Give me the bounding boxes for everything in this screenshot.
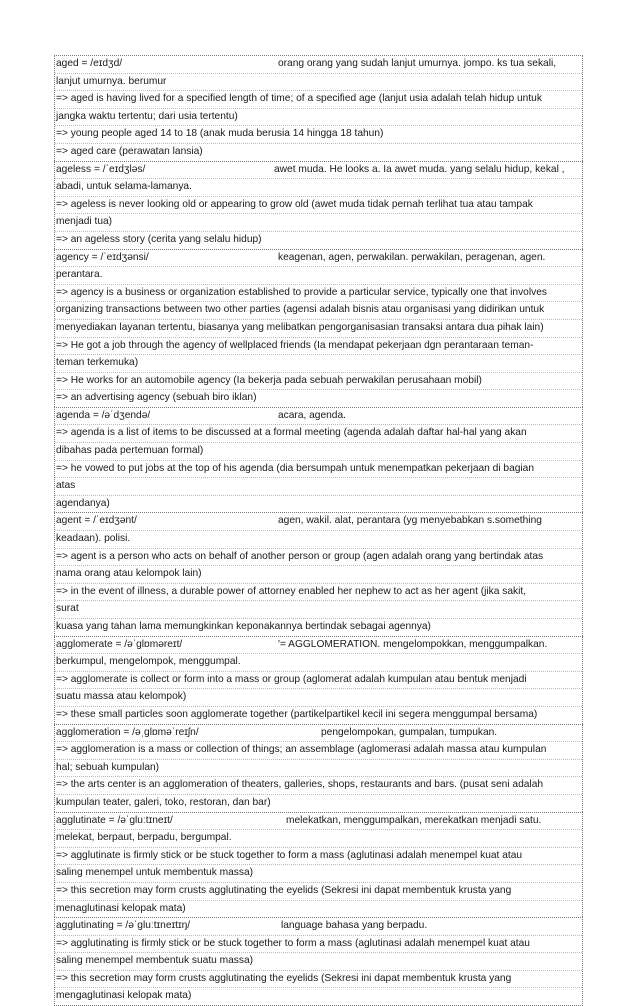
entry-text-line: hal; sebuah kumpulan) bbox=[55, 760, 582, 778]
dictionary-entry bbox=[54, 636, 583, 724]
entry-headword-line bbox=[55, 56, 582, 74]
entry-term: aged = /eɪdʒd/ bbox=[56, 58, 123, 69]
entry-text-line: perantara. bbox=[55, 267, 582, 285]
entry-text-line: => agglomerate is collect or form into a mass or group (aglomerat adalah kumpulan atau bentuk menjadi bbox=[55, 672, 582, 690]
entry-meaning: melekatkan, menggumpalkan, merekatkan menjadi satu. bbox=[286, 814, 542, 826]
entry-text-line: => in the event of illness, a durable power of attorney enabled her nephew to act as her agent (jika sakit, bbox=[55, 584, 582, 602]
entry-text-line: => agglomeration is a mass or collection of things; an assemblage (aglomerasi adalah massa atau kumpulan bbox=[55, 742, 582, 760]
entry-text-line: suatu massa atau kelompok) bbox=[55, 689, 582, 707]
entry-text-line: lanjut umurnya. berumur bbox=[55, 74, 582, 92]
entry-term: agent = /ˈeɪdʒənt/ bbox=[56, 515, 137, 527]
entry-meaning: orang orang yang sudah lanjut umurnya. jompo. ks tua sekali, bbox=[278, 58, 557, 69]
entry-text-line: => the arts center is an agglomeration of theaters, galleries, shops, restaurants and bars. (pusat seni adalah bbox=[55, 777, 582, 795]
entry-text-line: => He got a job through the agency of wellplaced friends (Ia mendapat pekerjaan dgn perantaraan teman- bbox=[55, 338, 582, 356]
entry-text-line: kumpulan teater, galeri, toko, restoran, dan bar) bbox=[56, 796, 271, 808]
entry-text-line: => aged is having lived for a specified length of time; of a specified age (lanjut usia adalah telah hidup untuk bbox=[55, 91, 582, 109]
entry-headword-line bbox=[55, 813, 582, 831]
entry-text-line: jangka waktu tertentu; dari usia tertentu) bbox=[55, 109, 582, 127]
entry-text-line: menaglutinasi kelopak mata) bbox=[56, 902, 186, 914]
entry-text-line: agendanya) bbox=[56, 497, 110, 509]
entry-text-line: melekat, berpaut, berpadu, bergumpal. bbox=[55, 830, 582, 848]
dictionary-entry bbox=[54, 161, 583, 249]
entry-meaning: keagenan, agen, perwakilan. perwakilan, peragenan, agen. bbox=[278, 251, 546, 263]
entry-text-line: => these small particles soon agglomerate together (partikelpartikel kecil ini segera menggumpal bersama) bbox=[56, 708, 538, 720]
entry-text-line: surat bbox=[55, 601, 582, 619]
entry-text-line: organizing transactions between two other parties (agensi adalah bisnis atau organisasi yang didirikan untuk bbox=[55, 302, 582, 320]
entry-term: agenda = /əˈdʒendə/ bbox=[56, 409, 151, 421]
entry-text-line: berkumpul, mengelompok, menggumpal. bbox=[55, 654, 582, 672]
entry-headword-line bbox=[55, 637, 582, 655]
entry-text-line: kuasa yang tahan lama memungkinkan keponakannya bertindak sebagai agennya) bbox=[56, 621, 431, 632]
dictionary-document bbox=[54, 55, 583, 1006]
dictionary-entry bbox=[54, 812, 583, 918]
dictionary-entry bbox=[54, 724, 583, 812]
entry-text-line: saling menempel untuk membentuk massa) bbox=[55, 865, 582, 883]
entry-text-line: => aged care (perawatan lansia) bbox=[56, 145, 203, 157]
entry-text-line: => agent is a person who acts on behalf of another person or group (agen adalah orang yang bertindak atas bbox=[55, 549, 582, 567]
dictionary-entry bbox=[54, 917, 583, 1006]
entry-meaning: pengelompokan, gumpalan, tumpukan. bbox=[321, 726, 498, 738]
entry-headword-line bbox=[55, 513, 582, 531]
entry-meaning: agen, wakil. alat, perantara (yg menyebabkan s.something bbox=[278, 515, 542, 527]
entry-headword-line bbox=[55, 918, 582, 936]
entry-text-line: => agency is a business or organization established to provide a particular service, typically one that involves bbox=[55, 285, 582, 303]
entry-text-line: => an advertising agency (sebuah biro iklan) bbox=[56, 392, 257, 404]
entry-text-line: => this secretion may form crusts agglutinating the eyelids (Sekresi ini dapat membentuk krusta yang bbox=[55, 883, 582, 901]
entry-term: agency = /ˈeɪdʒənsi/ bbox=[56, 251, 149, 263]
entry-meaning: acara, agenda. bbox=[278, 409, 346, 421]
entry-text-line: => this secretion may form crusts agglutinating the eyelids (Sekresi ini dapat membentuk krusta yang bbox=[55, 971, 582, 989]
entry-term: ageless = /ˈeɪdʒləs/ bbox=[56, 163, 146, 175]
entry-meaning: awet muda. He looks a. Ia awet muda. yang selalu hidup, kekal , bbox=[274, 163, 565, 175]
dictionary-entry bbox=[54, 512, 583, 635]
entry-text-line: saling menempel membentuk suatu massa) bbox=[55, 953, 582, 971]
entry-text-line: mengaglutinasi kelopak mata) bbox=[56, 990, 192, 1002]
entry-text-line: menjadi tua) bbox=[55, 214, 582, 232]
entry-text-line: keadaan). polisi. bbox=[55, 531, 582, 549]
entry-headword-line bbox=[55, 408, 582, 426]
entry-term: agglutinating = /əˈɡluːtɪneɪtɪŋ/ bbox=[56, 920, 191, 932]
entry-text-line: dibahas pada pertemuan formal) bbox=[55, 443, 582, 461]
dictionary-entry bbox=[54, 249, 583, 407]
dictionary-entry bbox=[54, 55, 583, 161]
entry-term: agglomerate = /əˈɡlɒməreɪt/ bbox=[56, 638, 183, 650]
entry-text-line: abadi, untuk selama-lamanya. bbox=[55, 179, 582, 197]
dictionary-entry bbox=[54, 407, 583, 513]
entry-text-line: nama orang atau kelompok lain) bbox=[55, 566, 582, 584]
entry-text-line: => agglutinating is firmly stick or be stuck together to form a mass (aglutinasi adalah menempel kuat atau bbox=[55, 936, 582, 954]
entry-meaning: language bahasa yang berpadu. bbox=[281, 920, 428, 932]
entry-meaning: '= AGGLOMERATION. mengelompokkan, menggumpalkan. bbox=[278, 638, 548, 650]
entry-headword-line bbox=[55, 250, 582, 268]
entry-text-line: => ageless is never looking old or appearing to grow old (awet muda tidak pernah terlihat tua atau tampak bbox=[55, 197, 582, 215]
entry-text-line: => He works for an automobile agency (Ia bekerja pada sebuah perwakilan perusahaan mobil) bbox=[55, 373, 582, 391]
entry-text-line: => he vowed to put jobs at the top of his agenda (dia bersumpah untuk menempatkan pekerjaan di bagian bbox=[55, 461, 582, 479]
entry-text-line: => young people aged 14 to 18 (anak muda berusia 14 hingga 18 tahun) bbox=[55, 126, 582, 144]
entry-term: agglutinate = /əˈɡluːtɪneɪt/ bbox=[56, 814, 173, 826]
entry-text-line: teman terkemuka) bbox=[55, 355, 582, 373]
entry-text-line: atas bbox=[55, 478, 582, 496]
entry-term: agglomeration = /əˌɡlɒməˈreɪʃn/ bbox=[56, 726, 199, 738]
entry-text-line: => agenda is a list of items to be discussed at a formal meeting (agenda adalah daftar hal-hal yang akan bbox=[55, 425, 582, 443]
entry-headword-line bbox=[55, 162, 582, 180]
entry-text-line: => an ageless story (cerita yang selalu hidup) bbox=[56, 233, 262, 245]
entry-headword-line bbox=[55, 725, 582, 743]
entry-text-line: => agglutinate is firmly stick or be stuck together to form a mass (aglutinasi adalah menempel kuat atau bbox=[55, 848, 582, 866]
entry-text-line: menyediakan layanan tertentu, biasanya yang melibatkan pengorganisasian transaksi antara dua pihak lain) bbox=[55, 320, 582, 338]
